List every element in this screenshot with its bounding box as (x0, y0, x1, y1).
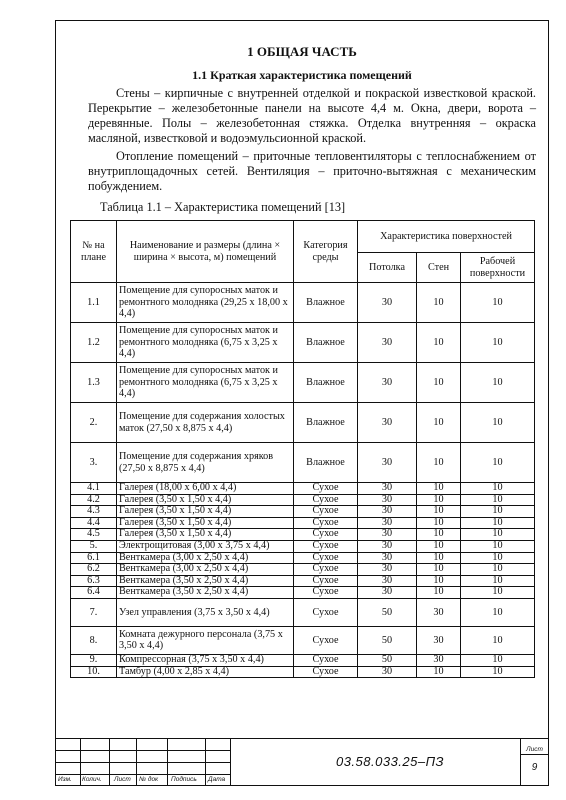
paragraph-walls: Стены – кирпичные с внутренней отделкой и покраской известковой краской. Перекрытие – железобетонные панели на высоте 4,4 м. Окна, двери, ворота – деревянные. Полы – железобетонная стяжка. Отделка внутренняя – окраска масляной, известковой и водоэмульсионной краской. (88, 86, 536, 145)
header-category: Категория среды (294, 221, 358, 283)
table-row (71, 564, 535, 576)
table-caption: Таблица 1.1 – Характеристика помещений [13] (100, 200, 346, 214)
cell-ceiling: 30 (358, 323, 417, 363)
document-number: 03.58.033.25–ПЗ (335, 754, 445, 769)
cell-walls: 10 (417, 483, 461, 495)
cell-name: Помещение для супоросных маток и ремонтного молодняка (6,75 x 3,25 x 4,4) (117, 323, 294, 363)
cell-number: 6.3 (71, 575, 117, 587)
cell-number: 4.5 (71, 529, 117, 541)
sheet-number: 9 (531, 762, 538, 773)
cell-work-surface: 10 (461, 575, 535, 587)
table-row (71, 443, 535, 483)
cell-walls: 10 (417, 443, 461, 483)
cell-number: 8. (71, 626, 117, 654)
cell-ceiling: 30 (358, 529, 417, 541)
cell-work-surface: 10 (461, 626, 535, 654)
cell-ceiling: 30 (358, 506, 417, 518)
cell-ceiling: 30 (358, 540, 417, 552)
cell-category: Сухое (294, 564, 358, 576)
cell-ceiling: 50 (358, 626, 417, 654)
cell-category: Сухое (294, 587, 358, 599)
cell-name: Помещение для содержания хряков (27,50 x 8,875 x 4,4) (117, 443, 294, 483)
cell-category: Сухое (294, 483, 358, 495)
cell-category: Влажное (294, 443, 358, 483)
table-row (71, 283, 535, 323)
cell-ceiling: 30 (358, 587, 417, 599)
stamp-label-change: Изм. (58, 776, 72, 783)
cell-ceiling: 30 (358, 283, 417, 323)
cell-category: Сухое (294, 654, 358, 666)
cell-work-surface: 10 (461, 564, 535, 576)
cell-category: Влажное (294, 403, 358, 443)
cell-number: 4.3 (71, 506, 117, 518)
sheet-label: Лист (526, 746, 543, 753)
table-row (71, 529, 535, 541)
table-row (71, 494, 535, 506)
cell-name: Венткамера (3,00 x 2,50 x 4,4) (117, 564, 294, 576)
cell-walls: 10 (417, 540, 461, 552)
cell-number: 10. (71, 666, 117, 678)
cell-work-surface: 10 (461, 283, 535, 323)
cell-ceiling: 30 (358, 575, 417, 587)
cell-number: 6.4 (71, 587, 117, 599)
cell-work-surface: 10 (461, 540, 535, 552)
cell-work-surface: 10 (461, 483, 535, 495)
table-row (71, 483, 535, 495)
cell-work-surface: 10 (461, 552, 535, 564)
paragraph-heating: Отопление помещений – приточные тепловентиляторы с теплоснабжением от внутриплощадочных сетей. Вентиляция – приточно-вытяжная с механическим побуждением. (88, 149, 536, 193)
cell-walls: 10 (417, 564, 461, 576)
table-row (71, 598, 535, 626)
cell-walls: 10 (417, 494, 461, 506)
cell-ceiling: 50 (358, 654, 417, 666)
table-row (71, 626, 535, 654)
header-work-surface: Рабочей поверхности (461, 253, 535, 283)
cell-work-surface: 10 (461, 598, 535, 626)
title-block (55, 738, 549, 786)
cell-ceiling: 30 (358, 552, 417, 564)
cell-number: 7. (71, 598, 117, 626)
table-body (71, 283, 535, 678)
cell-category: Сухое (294, 626, 358, 654)
cell-walls: 30 (417, 654, 461, 666)
cell-category: Сухое (294, 494, 358, 506)
rooms-table (70, 220, 535, 678)
cell-name: Комната дежурного персонала (3,75 x 3,50 x 4,4) (117, 626, 294, 654)
cell-walls: 30 (417, 598, 461, 626)
cell-walls: 10 (417, 575, 461, 587)
cell-work-surface: 10 (461, 506, 535, 518)
cell-number: 4.4 (71, 517, 117, 529)
cell-walls: 30 (417, 626, 461, 654)
cell-walls: 10 (417, 552, 461, 564)
cell-walls: 10 (417, 363, 461, 403)
header-walls: Стен (417, 253, 461, 283)
cell-category: Сухое (294, 598, 358, 626)
table-row (71, 403, 535, 443)
cell-name: Галерея (3,50 x 1,50 x 4,4) (117, 529, 294, 541)
section-heading: 1 ОБЩАЯ ЧАСТЬ (247, 44, 357, 59)
table-row (71, 540, 535, 552)
cell-work-surface: 10 (461, 517, 535, 529)
cell-work-surface: 10 (461, 529, 535, 541)
cell-name: Галерея (3,50 x 1,50 x 4,4) (117, 506, 294, 518)
cell-category: Влажное (294, 363, 358, 403)
cell-walls: 10 (417, 587, 461, 599)
subsection-heading: 1.1 Краткая характеристика помещений (192, 68, 412, 82)
cell-name: Галерея (18,00 x 6,00 x 4,4) (117, 483, 294, 495)
cell-name: Галерея (3,50 x 1,50 x 4,4) (117, 494, 294, 506)
cell-work-surface: 10 (461, 666, 535, 678)
cell-name: Помещение для супоросных маток и ремонтного молодняка (29,25 x 18,00 x 4,4) (117, 283, 294, 323)
table-row (71, 552, 535, 564)
header-ceiling: Потолка (358, 253, 417, 283)
table-row (71, 654, 535, 666)
table-row (71, 323, 535, 363)
cell-category: Сухое (294, 666, 358, 678)
cell-name: Тамбур (4,00 x 2,85 x 4,4) (117, 666, 294, 678)
cell-name: Компрессорная (3,75 x 3,50 x 4,4) (117, 654, 294, 666)
cell-name: Электрощитовая (3,00 x 3,75 x 4,4) (117, 540, 294, 552)
table-row (71, 575, 535, 587)
cell-ceiling: 30 (358, 403, 417, 443)
cell-category: Сухое (294, 529, 358, 541)
cell-number: 4.1 (71, 483, 117, 495)
cell-category: Сухое (294, 575, 358, 587)
cell-name: Венткамера (3,50 x 2,50 x 4,4) (117, 575, 294, 587)
table-row (71, 506, 535, 518)
cell-category: Влажное (294, 323, 358, 363)
cell-ceiling: 30 (358, 443, 417, 483)
cell-work-surface: 10 (461, 403, 535, 443)
cell-name: Венткамера (3,00 x 2,50 x 4,4) (117, 552, 294, 564)
header-num: № на плане (71, 221, 117, 283)
cell-number: 9. (71, 654, 117, 666)
cell-category: Сухое (294, 517, 358, 529)
header-name: Наименование и размеры (длина × ширина × высота, м) помещений (117, 221, 294, 283)
cell-number: 1.2 (71, 323, 117, 363)
cell-walls: 10 (417, 283, 461, 323)
cell-work-surface: 10 (461, 587, 535, 599)
cell-walls: 10 (417, 529, 461, 541)
cell-name: Узел управления (3,75 x 3,50 x 4,4) (117, 598, 294, 626)
stamp-label-signature: Подпись (171, 776, 197, 783)
table-row (71, 666, 535, 678)
cell-walls: 10 (417, 506, 461, 518)
cell-category: Влажное (294, 283, 358, 323)
cell-work-surface: 10 (461, 363, 535, 403)
cell-number: 4.2 (71, 494, 117, 506)
cell-ceiling: 50 (358, 598, 417, 626)
cell-work-surface: 10 (461, 443, 535, 483)
cell-walls: 10 (417, 323, 461, 363)
table-row (71, 517, 535, 529)
cell-work-surface: 10 (461, 323, 535, 363)
cell-category: Сухое (294, 540, 358, 552)
cell-number: 6.2 (71, 564, 117, 576)
cell-walls: 10 (417, 517, 461, 529)
cell-number: 1.3 (71, 363, 117, 403)
header-surfaces: Характеристика поверхностей (358, 221, 535, 253)
cell-number: 3. (71, 443, 117, 483)
cell-number: 2. (71, 403, 117, 443)
cell-category: Сухое (294, 506, 358, 518)
cell-ceiling: 30 (358, 666, 417, 678)
cell-name: Помещение для супоросных маток и ремонтного молодняка (6,75 x 3,25 x 4,4) (117, 363, 294, 403)
cell-work-surface: 10 (461, 654, 535, 666)
stamp-label-sheet: Лист (114, 776, 131, 783)
cell-ceiling: 30 (358, 483, 417, 495)
cell-number: 5. (71, 540, 117, 552)
cell-name: Помещение для содержания холостых маток (27,50 x 8,875 x 4,4) (117, 403, 294, 443)
cell-ceiling: 30 (358, 564, 417, 576)
cell-category: Сухое (294, 552, 358, 564)
cell-ceiling: 30 (358, 363, 417, 403)
stamp-label-quantity: Колич. (82, 776, 102, 783)
cell-name: Галерея (3,50 x 1,50 x 4,4) (117, 517, 294, 529)
stamp-label-doc: № док (139, 776, 159, 783)
cell-ceiling: 30 (358, 494, 417, 506)
cell-walls: 10 (417, 403, 461, 443)
cell-ceiling: 30 (358, 517, 417, 529)
cell-number: 6.1 (71, 552, 117, 564)
cell-number: 1.1 (71, 283, 117, 323)
cell-work-surface: 10 (461, 494, 535, 506)
cell-walls: 10 (417, 666, 461, 678)
table-row (71, 363, 535, 403)
table-row (71, 587, 535, 599)
stamp-label-date: Дата (208, 776, 226, 783)
cell-name: Венткамера (3,50 x 2,50 x 4,4) (117, 587, 294, 599)
